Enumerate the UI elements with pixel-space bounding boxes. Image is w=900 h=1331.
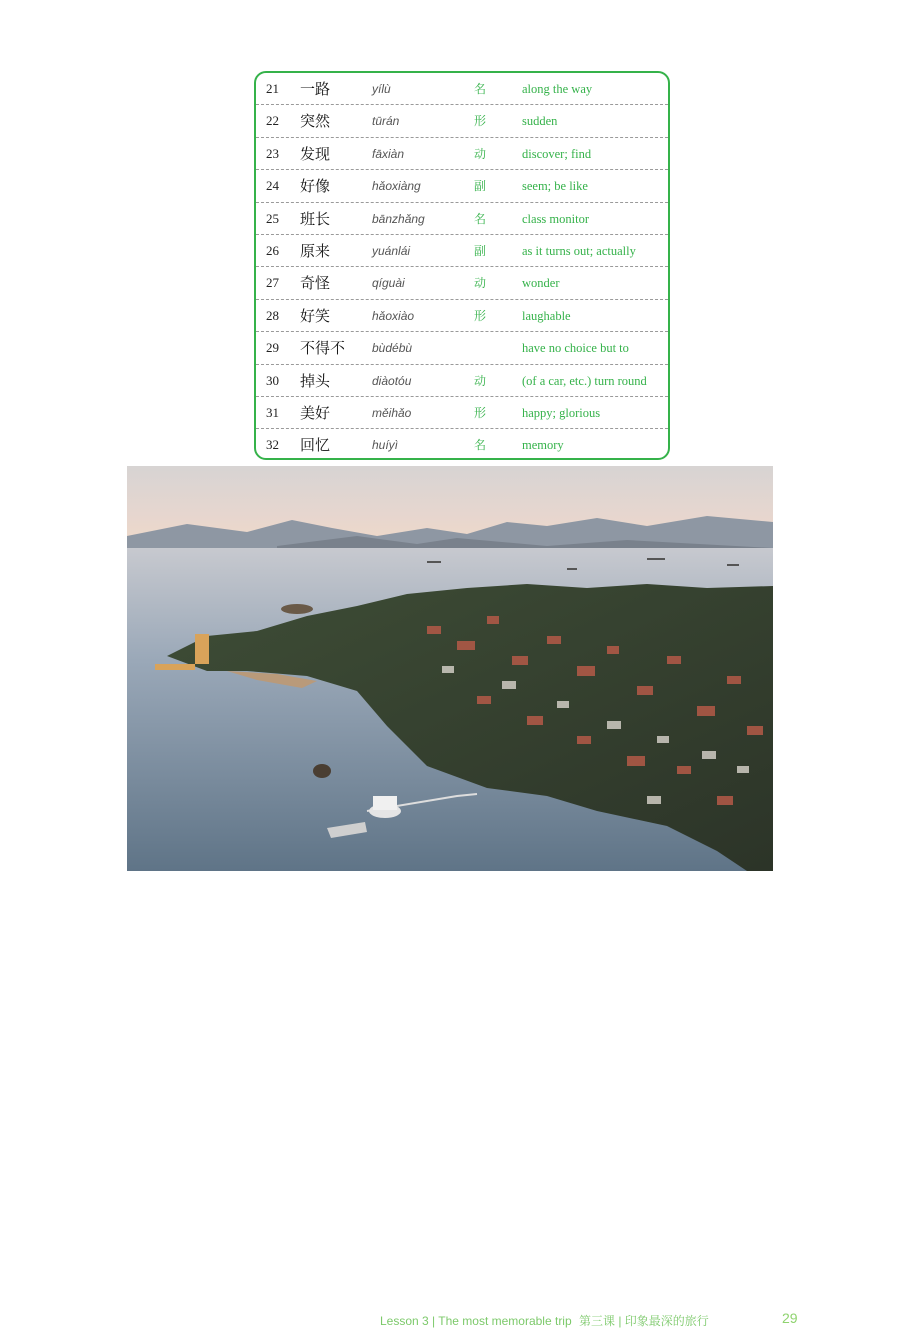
vocab-gloss: happy; glorious [522,405,601,420]
vocab-pinyin: hǎoxiàng [372,179,421,194]
vocab-gloss: as it turns out; actually [522,243,636,258]
vocab-row [256,73,668,105]
island-scene [127,466,773,871]
vocab-gloss: laughable [522,308,571,323]
vocab-row [256,429,668,461]
vocab-gloss: (of a car, etc.) turn round [522,373,647,388]
vocab-pinyin: tūrán [372,114,400,129]
vocab-hanzi: 回忆 [300,436,331,455]
vocab-row [256,105,668,137]
vocab-pinyin: huíyì [372,438,399,453]
footer-lesson-en: Lesson 3 | The most memorable trip [380,1314,572,1328]
vocab-row [256,332,668,364]
vocab-part-of-speech: 动 [474,373,487,388]
vocab-row [256,235,668,267]
vocab-part-of-speech: 动 [474,276,487,291]
vocab-gloss: seem; be like [522,179,588,194]
vocab-number: 30 [266,372,279,388]
vocab-pinyin: měihǎo [372,405,412,420]
vocab-row [256,203,668,235]
vocab-part-of-speech: 副 [474,243,487,258]
vocab-row [256,170,668,202]
vocab-number: 29 [266,340,279,356]
vocab-part-of-speech: 副 [474,179,487,194]
vocab-hanzi: 原来 [300,241,331,260]
vocab-number: 24 [266,178,279,194]
vocab-number: 31 [266,404,279,420]
vocab-gloss: discover; find [522,146,592,161]
vocab-hanzi: 不得不 [300,339,346,358]
vocab-number: 26 [266,242,279,258]
vocab-row [256,397,668,429]
vocab-gloss: wonder [522,276,560,291]
vocab-number: 28 [266,307,279,323]
footer-lesson-zh: 第三课 | 印象最深的旅行 [579,1314,709,1328]
vocab-gloss: memory [522,438,564,453]
vocab-part-of-speech: 名 [474,211,487,226]
vocab-part-of-speech: 动 [474,146,487,161]
vocab-pinyin: hǎoxiào [372,308,415,323]
vocab-number: 32 [266,437,279,453]
vocab-gloss: class monitor [522,211,590,226]
vocab-row [256,300,668,332]
vocab-row [256,267,668,299]
vocab-number: 27 [266,275,279,291]
vocab-pinyin: bānzhǎng [372,211,425,226]
vocab-pinyin: yuánlái [372,243,411,258]
vocabulary-table [254,71,670,460]
vocab-pinyin: fāxiàn [372,146,405,161]
vocab-hanzi: 发现 [300,144,331,163]
vocab-part-of-speech: 形 [474,405,487,420]
vocab-pinyin: yílù [372,82,391,96]
footer-lesson [380,1312,709,1329]
vocab-part-of-speech: 名 [474,82,487,96]
vocab-pinyin: qíguài [372,276,405,291]
vocab-hanzi: 奇怪 [300,274,331,293]
vocab-gloss: sudden [522,114,558,129]
vocab-hanzi: 好笑 [300,306,331,325]
vocab-number: 21 [266,81,279,96]
vocab-part-of-speech: 形 [474,308,487,323]
vocab-hanzi: 美好 [300,403,331,422]
page-number: 29 [782,1310,798,1326]
vocab-hanzi: 掉头 [300,371,331,390]
aerial-island-photo [127,466,798,1328]
vocab-pinyin: diàotóu [372,373,412,388]
vocab-number: 22 [266,113,279,129]
vocab-pinyin: bùdébù [372,341,413,356]
vocab-part-of-speech: 名 [474,438,487,453]
vocab-hanzi: 班长 [300,209,331,228]
vocab-number: 25 [266,210,279,226]
vocab-part-of-speech: 形 [474,114,487,129]
page-footer [254,1309,900,1331]
vocab-gloss: have no choice but to [522,341,629,356]
vocab-row [256,365,668,397]
vocab-hanzi: 一路 [300,80,331,98]
vocab-row [256,138,668,170]
vocab-gloss: along the way [522,82,593,96]
vocab-number: 23 [266,145,279,161]
vocab-hanzi: 好像 [300,177,331,196]
vocab-hanzi: 突然 [300,112,331,131]
